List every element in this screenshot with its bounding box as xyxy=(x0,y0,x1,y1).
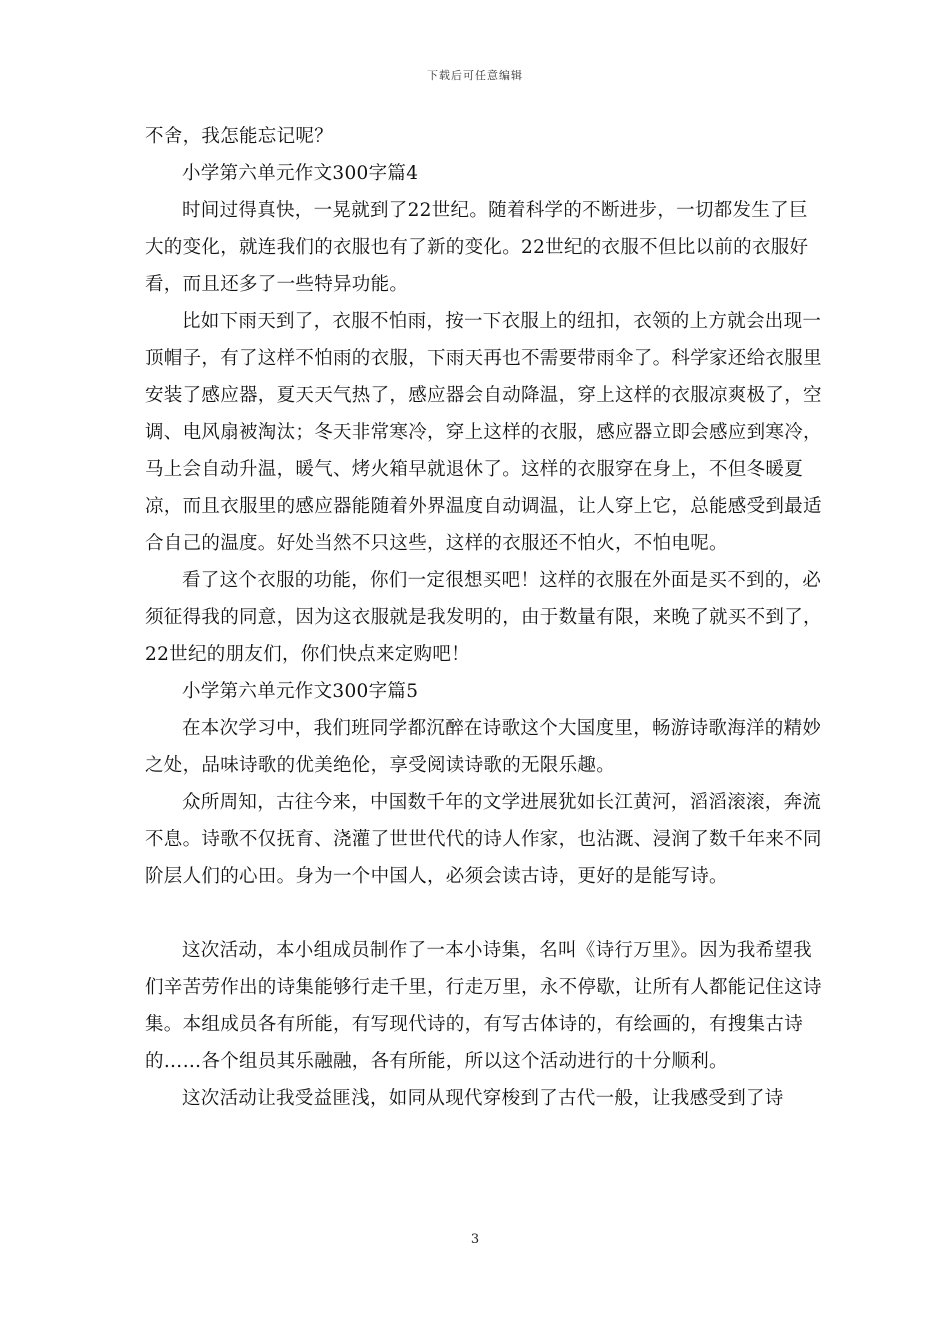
section-title-4: 小学第六单元作文300字篇4 xyxy=(182,163,419,184)
paragraph: 这次活动，本小组成员制作了一本小诗集，名叫《诗行万里》。因为我希望我们辛苦劳作出的诗集能够行走千里，行走万里，永不停歇，让所有人都能记住这诗集。本组成员各有所能，有写现代诗的，有写古体诗的，有绘画的，有搜集古诗的……各个组员其乐融融，各有所能，所以这个活动进行的十分顺利。 xyxy=(145,940,822,1072)
page-header-note: 下载后可任意编辑 xyxy=(427,69,523,82)
paragraph: 众所周知，古往今来，中国数千年的文学进展犹如长江黄河，滔滔滚滚，奔流不息。诗歌不仅抚育、浇灌了世世代代的诗人作家，也沾溉、浸润了数千年来不同阶层人们的心田。身为一个中国人，必须会读古诗，更好的是能写诗。 xyxy=(145,792,822,887)
paragraph: 在本次学习中，我们班同学都沉醉在诗歌这个大国度里，畅游诗歌海洋的精妙之处，品味诗歌的优美绝伦，享受阅读诗歌的无限乐趣。 xyxy=(145,718,822,776)
paragraph-continuation: 不舍，我怎能忘记呢？ xyxy=(145,126,334,147)
paragraph: 这次活动让我受益匪浅，如同从现代穿梭到了古代一般，让我感受到了诗 xyxy=(182,1088,784,1109)
paragraph: 时间过得真快，一晃就到了22世纪。随着科学的不断进步，一切都发生了巨大的变化，就连我们的衣服也有了新的变化。22世纪的衣服不但比以前的衣服好看，而且还多了一些特异功能。 xyxy=(145,200,809,295)
paragraph: 比如下雨天到了，衣服不怕雨，按一下衣服上的纽扣，衣领的上方就会出现一顶帽子，有了这样不怕雨的衣服，下雨天再也不需要带雨伞了。科学家还给衣服里安装了感应器，夏天天气热了，感应器会自动降温，穿上这样的衣服凉爽极了，空调、电风扇被淘汰；冬天非常寒冷，穿上这样的衣服，感应器立即会感应到寒冷，马上会自动升温，暖气、烤火箱早就退休了。这样的衣服穿在身上，不但冬暖夏凉，而且衣服里的感应器能随着外界温度自动调温，让人穿上它，总能感受到最适合自己的温度。好处当然不只这些，这样的衣服还不怕火，不怕电呢。 xyxy=(145,311,822,554)
paragraph: 看了这个衣服的功能，你们一定很想买吧！这样的衣服在外面是买不到的，必须征得我的同意，因为这衣服就是我发明的，由于数量有限，来晚了就买不到了，22世纪的朋友们，你们快点来定购吧！ xyxy=(145,570,822,665)
document-body xyxy=(145,118,825,1117)
page-number: 3 xyxy=(470,1232,480,1247)
section-title-5: 小学第六单元作文300字篇5 xyxy=(182,681,419,702)
paragraph-spacer xyxy=(145,895,825,932)
